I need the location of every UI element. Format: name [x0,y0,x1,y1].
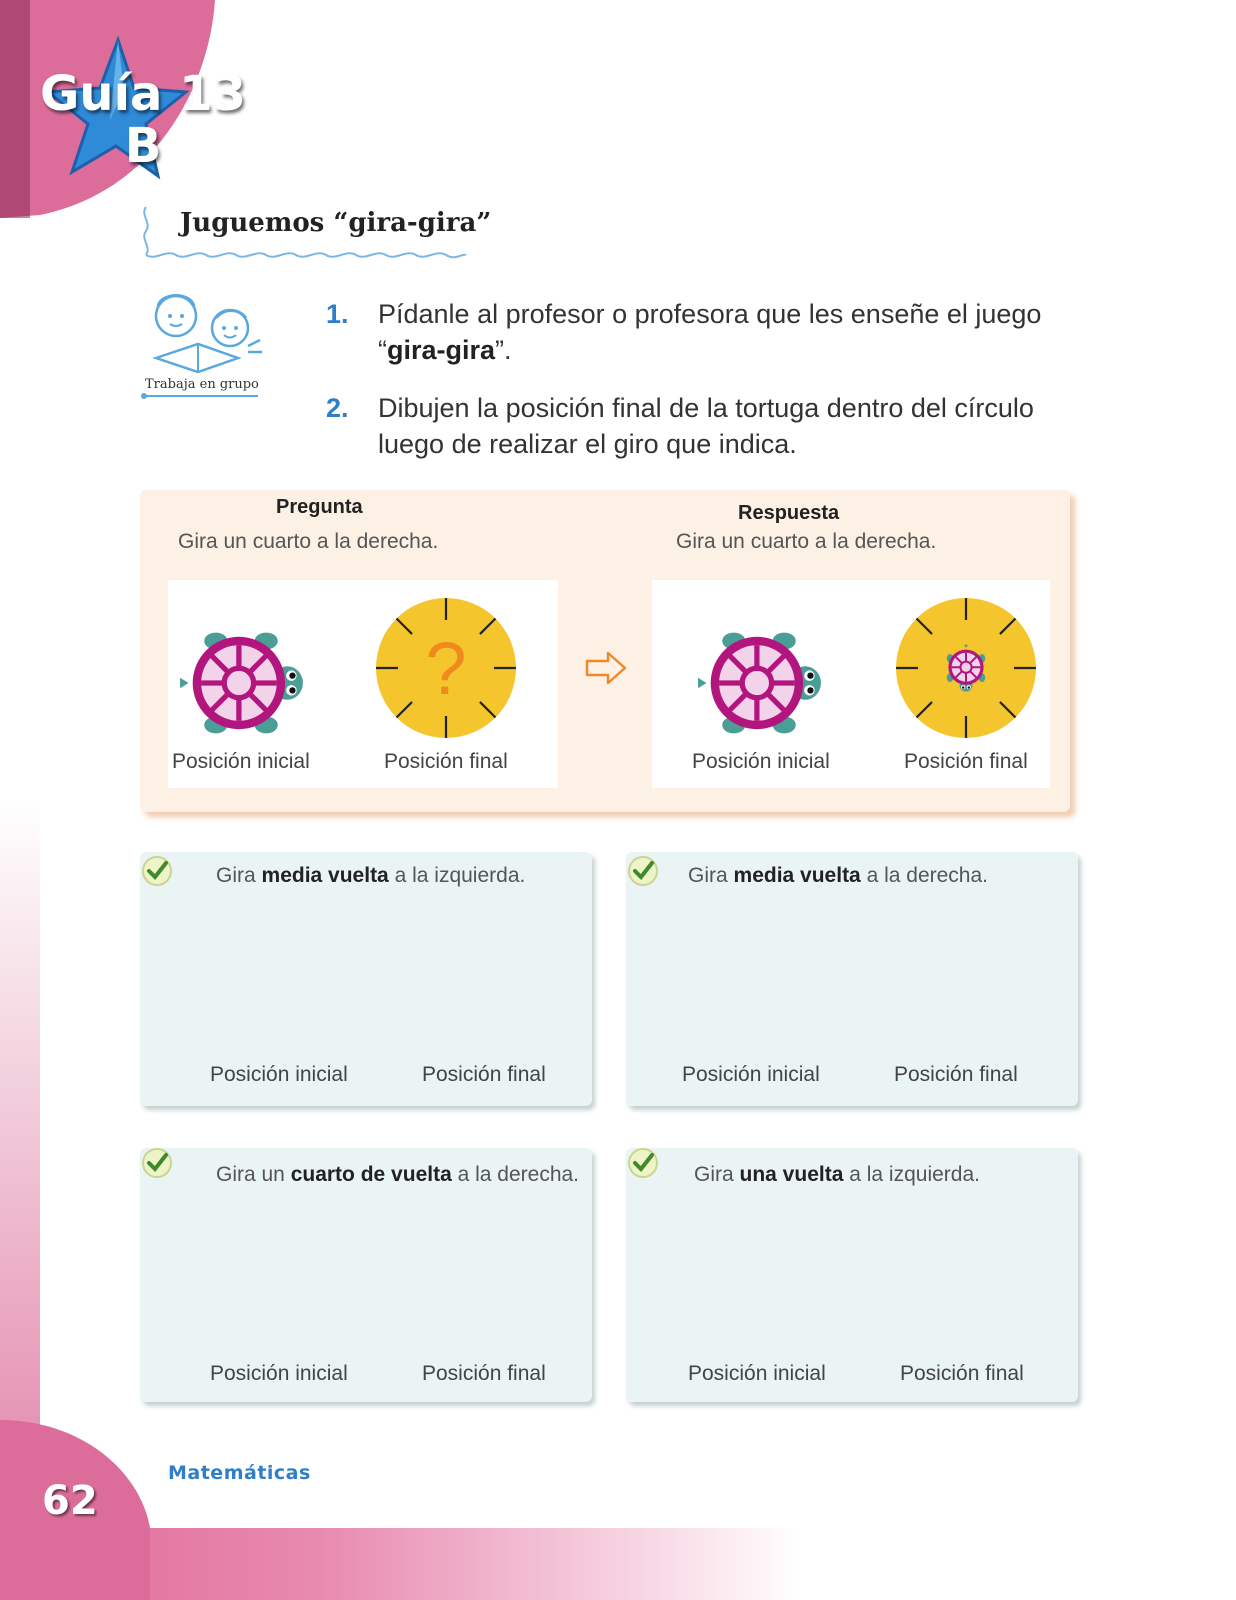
answer-label: Respuesta [738,502,840,524]
final-position-circle-answer [894,596,1038,740]
turtle-initial-icon [178,620,304,746]
final-position-caption: Posición final [904,750,1028,773]
checkmark-icon [626,1146,660,1180]
final-position-circle [374,596,518,740]
section-title: Juguemos “gira-gira” [180,208,492,238]
checkmark-icon [140,854,174,888]
guide-line-1: Guía 13 [40,66,246,122]
checkmark-icon [140,1146,174,1180]
arrow-right-icon [584,650,628,686]
guide-line-2: B [124,118,162,174]
instruction-text: Pídanle al profesor o profesora que les enseñe el juego “gira-gira”. [378,299,1042,365]
guide-number [28,68,258,172]
svg-text:?: ? [425,627,467,710]
final-position-caption: Posición final [422,1362,546,1385]
group-work-label: Trabaja en grupo [145,377,259,392]
final-position-caption: Posición final [900,1362,1024,1385]
final-position-caption: Posición final [384,750,508,773]
exercise-instruction: Gira un cuarto de vuelta a la derecha. [216,1163,580,1186]
subject-label: Matemáticas [168,1462,311,1484]
answer-text: Gira un cuarto a la derecha. [676,530,937,553]
initial-position-caption: Posición inicial [210,1063,348,1086]
left-gradient-strip [0,800,40,1460]
exercise-instruction: Gira una vuelta a la izquierda. [694,1163,980,1186]
initial-position-caption: Posición inicial [682,1063,820,1086]
instruction-number: 2. [326,393,349,423]
question-label: Pregunta [276,496,363,518]
final-position-caption: Posición final [894,1063,1018,1086]
initial-position-caption: Posición inicial [210,1362,348,1385]
turtle-initial-icon [696,620,822,746]
instruction-number: 1. [326,299,349,329]
initial-position-caption: Posición inicial [172,750,310,773]
exercise-instruction: Gira media vuelta a la izquierda. [216,864,526,887]
initial-position-caption: Posición inicial [692,750,830,773]
page-number: 62 [42,1478,98,1524]
question-text: Gira un cuarto a la derecha. [178,530,439,553]
instruction-text: Dibujen la posición final de la tortuga dentro del círculo luego de realizar el giro que indica. [378,393,1034,459]
checkmark-icon [626,854,660,888]
initial-position-caption: Posición inicial [688,1362,826,1385]
final-position-caption: Posición final [422,1063,546,1086]
exercise-instruction: Gira media vuelta a la derecha. [688,864,989,887]
